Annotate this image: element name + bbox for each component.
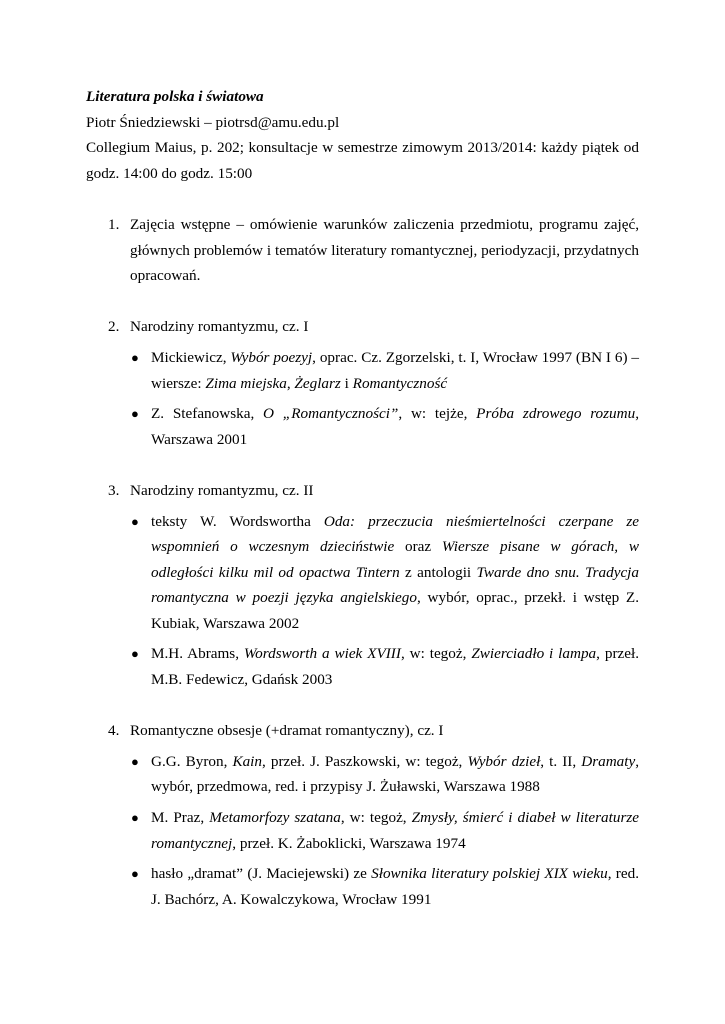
- citation-text: , t. II,: [540, 752, 582, 770]
- reading-entry: [130, 509, 639, 637]
- bullet-icon: ●: [131, 406, 139, 422]
- syllabus-list: [86, 212, 639, 912]
- item-number: 3.: [108, 481, 120, 499]
- citation-text: , przeł. M.B. Fedewicz, Gdańsk 2003: [151, 645, 640, 689]
- bullet-icon: ●: [131, 866, 139, 882]
- italic-title-text: Romantyczność: [352, 374, 448, 392]
- bullet-icon: ●: [131, 349, 139, 365]
- citation-text: G.G. Byron,: [151, 752, 233, 770]
- italic-title-text: Żeglarz: [294, 374, 341, 392]
- italic-title-text: Metamorfozy szatana: [209, 809, 341, 827]
- italic-title-text: Oda: przeczucia nieśmiertelności czerpane ze wspomnień o wczesnym dzieciństwie: [151, 512, 639, 556]
- item-number: 2.: [108, 318, 120, 336]
- bullet-icon: ●: [131, 810, 139, 826]
- italic-title-text: Zwierciadło i lampa: [471, 645, 597, 663]
- citation-text: , red. J. Bachórz, A. Kowalczykowa, Wrocław 1991: [151, 865, 639, 908]
- reading-entry: [130, 641, 639, 692]
- reading-list: [130, 509, 639, 693]
- citation-text: i: [340, 374, 353, 392]
- citation-text: M.H. Abrams,: [151, 645, 244, 663]
- citation-text: , w: tegoż,: [400, 645, 472, 663]
- bullet-icon: ●: [131, 513, 139, 529]
- syllabus-item: [86, 478, 639, 693]
- citation-text: oraz: [394, 538, 442, 556]
- reading-entry: [130, 805, 639, 856]
- reading-list: [130, 345, 639, 452]
- italic-title-text: Zmysły, śmierć i diabeł w literaturze romantycznej: [151, 809, 640, 852]
- citation-text: , w: tejże,: [398, 405, 477, 423]
- reading-entry: [130, 401, 639, 452]
- item-heading: Narodziny romantyzmu, cz. II: [130, 481, 314, 499]
- italic-title-text: Próba zdrowego rozumu: [476, 405, 636, 423]
- author-line: Piotr Śniedziewski – piotrsd@amu.edu.pl: [86, 113, 340, 131]
- italic-title-text: Wordsworth a wiek XVIII: [243, 645, 401, 663]
- italic-title-text: Dramaty: [581, 752, 636, 770]
- italic-title-text: Kain: [232, 752, 262, 770]
- item-heading: Zajęcia wstępne – omówienie warunków zaliczenia przedmiotu, programu zajęć, głównych problemów i tematów literatury romantycznej, periodyzacji, przydatnych opracowań.: [130, 215, 639, 285]
- italic-title-text: Wybór poezyj: [230, 348, 313, 366]
- item-number: 4.: [108, 722, 120, 740]
- bullet-icon: ●: [131, 753, 139, 769]
- italic-title-text: Zima miejska: [205, 374, 287, 392]
- citation-text: , Warszawa 2001: [151, 405, 640, 448]
- citation-text: , wybór, oprac., przekł. i wstęp Z. Kubiak, Warszawa 2002: [151, 589, 639, 632]
- item-number: 1.: [108, 215, 120, 233]
- citation-text: z antologii: [399, 563, 477, 581]
- citation-text: Mickiewicz,: [151, 348, 231, 366]
- syllabus-item: [86, 314, 639, 452]
- italic-title-text: Wybór dzieł: [467, 752, 541, 770]
- document-title: Literatura polska i światowa: [86, 88, 264, 105]
- reading-entry: [130, 345, 639, 396]
- reading-list: [130, 749, 639, 913]
- citation-text: , przeł. K. Żaboklicki, Warszawa 1974: [232, 834, 466, 852]
- italic-title-text: Wiersze pisane w górach, w odległości kilku mil od opactwa Tintern: [151, 538, 639, 581]
- citation-text: , oprac. Cz. Zgorzelski, t. I, Wrocław 1997 (BN I 6) – wiersze:: [151, 348, 639, 392]
- reading-entry: [130, 749, 639, 800]
- citation-text: , przeł. J. Paszkowski, w: tegoż,: [261, 752, 468, 770]
- citation-text: , wybór, przedmowa, red. i przypisy J. Żuławski, Warszawa 1988: [151, 752, 640, 796]
- citation-text: ,: [286, 374, 295, 392]
- italic-title-text: O „Romantyczności”: [263, 405, 399, 423]
- item-heading: Romantyczne obsesje (+dramat romantyczny), cz. I: [130, 722, 444, 740]
- italic-title-text: Słownika literatury polskiej XIX wieku: [371, 865, 608, 883]
- citation-text: teksty W. Wordswortha: [151, 512, 324, 530]
- italic-title-text: Twarde dno snu. Tradycja romantyczna w poezji języka angielskiego: [151, 563, 639, 607]
- bullet-icon: ●: [131, 646, 139, 662]
- syllabus-item: [86, 718, 639, 912]
- syllabus-item: [86, 212, 639, 289]
- citation-text: hasło „dramat” (J. Maciejewski) ze: [151, 865, 372, 883]
- office-hours-line: Collegium Maius, p. 202; konsultacje w semestrze zimowym 2013/2014: każdy piątek od godz. 14:00 do godz. 15:00: [86, 139, 639, 182]
- citation-text: M. Praz,: [151, 809, 210, 827]
- item-heading: Narodziny romantyzmu, cz. I: [130, 318, 309, 336]
- spacer: [86, 186, 639, 212]
- citation-text: Z. Stefanowska,: [151, 405, 264, 423]
- reading-entry: [130, 861, 639, 912]
- citation-text: , w: tegoż,: [340, 809, 412, 827]
